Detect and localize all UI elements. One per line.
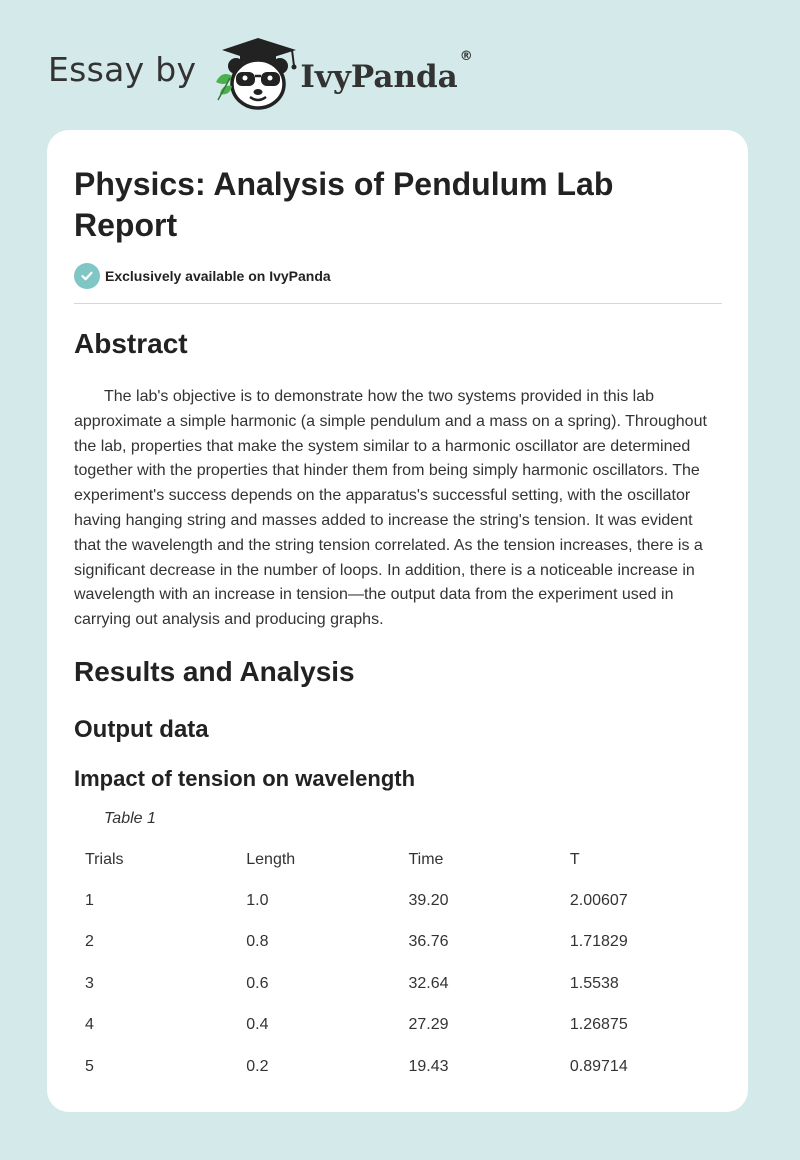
table-cell: 0.4 (246, 1016, 269, 1034)
output-data-heading: Output data (74, 716, 209, 743)
brand-name[interactable]: IvyPanda® (300, 49, 473, 95)
table-cell: 0.89714 (569, 1057, 628, 1075)
table-cell: 0.8 (246, 933, 269, 951)
page-title: Physics: Analysis of Pendulum Lab Report (74, 166, 614, 243)
column-header-time: Time (408, 850, 444, 868)
abstract-paragraph: The lab's objective is to demonstrate how the two systems provided in this lab approximate a simple harmonic (a simple pendulum and a mass on a spring). Throughout the lab, properties that make the system similar to a harmonic oscillator are determined together with the properties that hinder them from being simply harmonic oscillators. The experiment's success depends on the apparatus's successful setting, with the oscillator having hanging string and masses added to increase the string's tension. It was evident that the wavelength and the string tension correlated. As the tension increases, there is a significant decrease in the number of loops. In addition, there is a noticeable increase in wavelength with an increase in tension—the output data from the experiment used in carrying out analysis and producing graphs. (74, 388, 707, 629)
table-cell: 1 (85, 892, 94, 910)
article-card (47, 130, 748, 1112)
table-cell: 3 (85, 974, 94, 992)
table-cell: 4 (85, 1016, 94, 1034)
table-cell: 32.64 (408, 974, 449, 992)
table-cell: 2 (85, 933, 94, 951)
table-caption: Table 1 (104, 810, 156, 827)
title-divider (74, 303, 722, 304)
table-header-row (74, 839, 722, 880)
table-cell: 5 (85, 1057, 94, 1075)
table-cell: 0.6 (246, 974, 269, 992)
table-cell: 2.00607 (569, 892, 628, 910)
column-header-t: T (569, 850, 580, 868)
impact-heading: Impact of tension on wavelength (74, 766, 416, 791)
table-row (74, 922, 722, 963)
badge-text: Exclusively available on IvyPanda (105, 268, 331, 284)
table-cell: 27.29 (408, 1016, 449, 1034)
table-cell: 1.26875 (569, 1016, 628, 1034)
check-icon (74, 263, 100, 289)
table-cell: 39.20 (408, 892, 449, 910)
panda-logo-icon[interactable] (212, 36, 308, 112)
results-heading: Results and Analysis (74, 656, 355, 687)
table-row (74, 963, 722, 1004)
data-table (74, 839, 722, 1087)
exclusive-badge (74, 263, 331, 289)
table-cell: 1.0 (246, 892, 269, 910)
brand-prefix: Essay by (48, 49, 197, 89)
site-header (48, 34, 471, 114)
table-cell: 36.76 (408, 933, 449, 951)
table-row (74, 1046, 722, 1087)
registered-mark: ® (459, 49, 473, 64)
column-header-length: Length (246, 850, 296, 868)
table-cell: 1.71829 (569, 933, 628, 951)
table-cell: 1.5538 (569, 974, 619, 992)
abstract-heading: Abstract (74, 328, 188, 359)
table-row (74, 880, 722, 921)
table-cell: 19.43 (408, 1057, 449, 1075)
table-cell: 0.2 (246, 1057, 269, 1075)
column-header-trials: Trials (85, 850, 124, 868)
table-row (74, 1005, 722, 1046)
